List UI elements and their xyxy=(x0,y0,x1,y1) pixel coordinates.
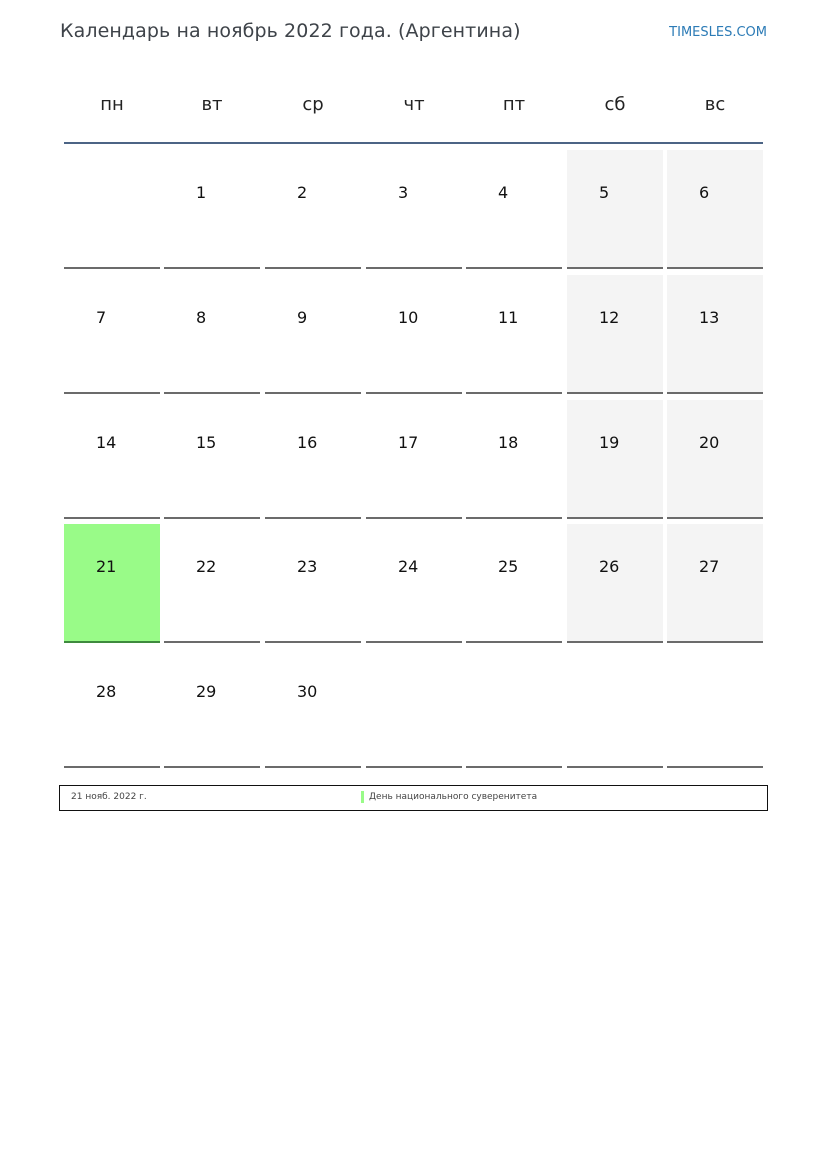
day-cell[interactable] xyxy=(164,400,260,519)
weekday-label: вс xyxy=(704,94,726,115)
day-number: 11 xyxy=(498,308,519,327)
day-number: 8 xyxy=(196,308,207,327)
day-number: 13 xyxy=(699,308,720,327)
day-number: 25 xyxy=(498,557,519,576)
day-cell[interactable] xyxy=(366,400,462,519)
empty-day-cell xyxy=(466,649,562,768)
day-cell[interactable] xyxy=(466,150,562,269)
day-cell[interactable] xyxy=(466,524,562,643)
day-cell[interactable] xyxy=(667,524,763,643)
day-number: 27 xyxy=(699,557,720,576)
day-cell[interactable] xyxy=(466,400,562,519)
day-cell[interactable] xyxy=(567,524,663,643)
day-number: 16 xyxy=(297,433,318,452)
day-cell[interactable] xyxy=(164,150,260,269)
day-cell[interactable] xyxy=(366,150,462,269)
day-cell[interactable] xyxy=(164,649,260,768)
weekday-label: чт xyxy=(403,94,425,115)
day-number: 28 xyxy=(96,682,117,701)
day-cell[interactable] xyxy=(164,524,260,643)
day-cell[interactable] xyxy=(265,649,361,768)
day-cell[interactable] xyxy=(64,524,160,643)
legend-holiday-name: День национального суверенитета xyxy=(369,792,538,802)
holiday-legend xyxy=(59,785,768,811)
day-number: 12 xyxy=(599,308,620,327)
day-cell[interactable] xyxy=(265,524,361,643)
day-cell[interactable] xyxy=(466,275,562,394)
day-cell[interactable] xyxy=(265,150,361,269)
empty-day-cell xyxy=(64,150,160,269)
day-number: 26 xyxy=(599,557,620,576)
day-cell[interactable] xyxy=(567,275,663,394)
day-number: 5 xyxy=(599,183,610,202)
day-number: 14 xyxy=(96,433,117,452)
day-cell[interactable] xyxy=(567,400,663,519)
day-cell[interactable] xyxy=(265,275,361,394)
header-divider xyxy=(64,142,763,144)
empty-day-cell xyxy=(567,649,663,768)
page-title: Календарь на ноябрь 2022 года. (Аргентина) xyxy=(60,20,521,42)
day-number: 30 xyxy=(297,682,318,701)
weekday-label: сб xyxy=(604,94,626,115)
day-number: 10 xyxy=(398,308,419,327)
day-number: 22 xyxy=(196,557,217,576)
day-number: 6 xyxy=(699,183,710,202)
day-number: 21 xyxy=(96,557,117,576)
legend-color-swatch xyxy=(361,791,364,803)
day-cell[interactable] xyxy=(667,150,763,269)
day-number: 4 xyxy=(498,183,509,202)
day-number: 1 xyxy=(196,183,207,202)
weekday-header-row xyxy=(64,85,763,125)
day-cell[interactable] xyxy=(366,275,462,394)
day-cell[interactable] xyxy=(164,275,260,394)
day-number: 19 xyxy=(599,433,620,452)
day-number: 2 xyxy=(297,183,308,202)
legend-holiday-date: 21 нояб. 2022 г. xyxy=(71,792,147,802)
day-number: 7 xyxy=(96,308,107,327)
day-number: 29 xyxy=(196,682,217,701)
day-cell[interactable] xyxy=(64,400,160,519)
weekday-label: пн xyxy=(100,94,124,115)
day-cell[interactable] xyxy=(667,400,763,519)
day-cell[interactable] xyxy=(265,400,361,519)
day-number: 3 xyxy=(398,183,409,202)
day-number: 9 xyxy=(297,308,308,327)
day-number: 20 xyxy=(699,433,720,452)
weekday-label: ср xyxy=(302,94,324,115)
weekday-label: пт xyxy=(502,94,526,115)
day-number: 15 xyxy=(196,433,217,452)
day-cell[interactable] xyxy=(567,150,663,269)
day-cell[interactable] xyxy=(64,275,160,394)
site-link[interactable]: TIMESLES.COM xyxy=(669,25,767,40)
day-cell[interactable] xyxy=(667,275,763,394)
day-number: 23 xyxy=(297,557,318,576)
day-number: 17 xyxy=(398,433,419,452)
day-number: 24 xyxy=(398,557,419,576)
day-cell[interactable] xyxy=(366,524,462,643)
empty-day-cell xyxy=(366,649,462,768)
day-number: 18 xyxy=(498,433,519,452)
empty-day-cell xyxy=(667,649,763,768)
weekday-label: вт xyxy=(201,94,223,115)
day-cell[interactable] xyxy=(64,649,160,768)
